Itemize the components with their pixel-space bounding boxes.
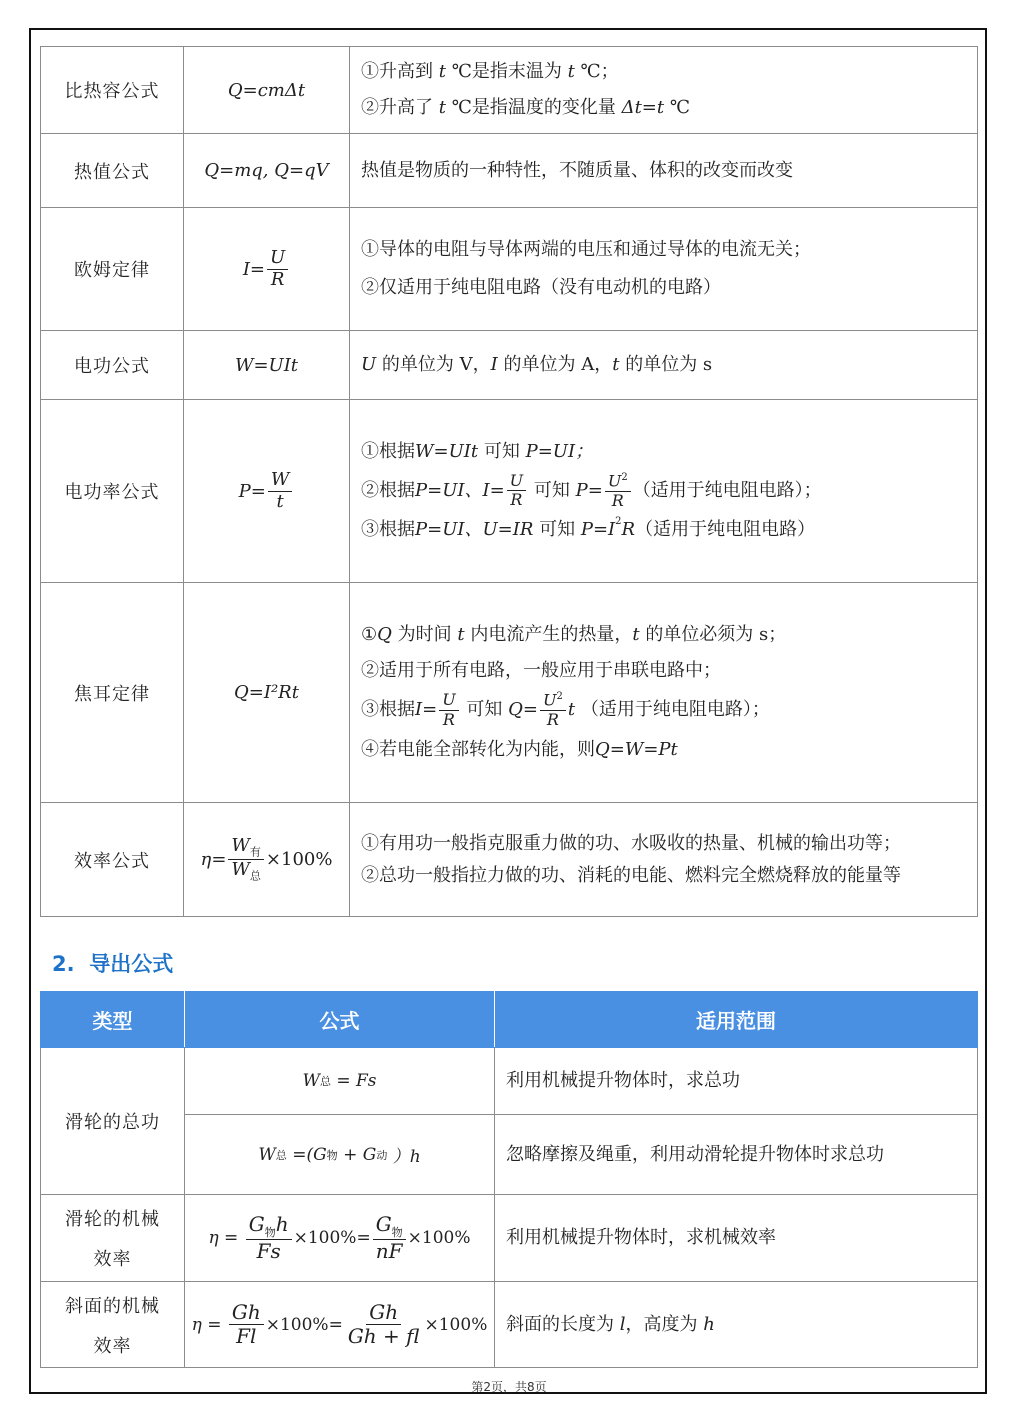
row-scope: 利用机械提升物体时，求机械效率 — [495, 1195, 978, 1282]
row-formula — [185, 1048, 495, 1115]
numerator: W — [231, 834, 250, 856]
fraction — [228, 834, 264, 883]
subscript: 总 — [275, 1148, 287, 1162]
row-name: 滑轮的总功 — [41, 1048, 185, 1195]
page-footer: 第2页，共8页 — [471, 1380, 547, 1394]
desc-text: ①根据 — [361, 440, 415, 462]
denominator: R — [442, 709, 455, 729]
desc-text: 的单位必须为 s； — [645, 624, 787, 646]
numerator: Gh — [229, 1302, 264, 1325]
row-desc: 热值是物质的一种特性，不随质量、体积的改变而改变 — [350, 134, 978, 208]
formula-lhs: η = — [208, 1227, 239, 1248]
numerator: U — [607, 470, 622, 490]
exponent: 2 — [556, 691, 563, 703]
formula-lhs: P= — [238, 480, 266, 502]
row-name: 电功率公式 — [41, 400, 184, 583]
subscript: 物 — [264, 1225, 276, 1239]
table-row — [41, 208, 978, 331]
table-row — [41, 1195, 978, 1282]
row-desc — [350, 47, 978, 134]
desc-var: U — [361, 354, 377, 375]
desc-formula: P= — [575, 479, 603, 501]
fraction — [540, 692, 566, 729]
header-scope: 适用范围 — [495, 992, 978, 1048]
formula-rhs: ×100% — [265, 849, 333, 870]
desc-text: 为时间 — [397, 624, 452, 646]
row-formula — [185, 1195, 495, 1282]
desc-text: 的单位为 s — [625, 354, 713, 375]
row-name — [41, 1195, 185, 1282]
desc-var: t — [438, 61, 446, 82]
desc-text: ④若电能全部转化为内能，则 — [361, 738, 595, 760]
row-name: 电功公式 — [41, 331, 184, 400]
row-name-line: 效率 — [93, 1335, 132, 1357]
subscript: 有 — [249, 845, 261, 859]
numerator: U — [267, 249, 288, 270]
desc-var: h — [703, 1313, 715, 1335]
desc-formula: R — [621, 519, 636, 541]
desc-text: ①导体的电阻与导体两端的电压和通过导体的电流无关； — [361, 239, 811, 260]
row-desc — [350, 208, 978, 331]
formula-lhs: η = — [191, 1314, 222, 1335]
row-scope: 利用机械提升物体时，求总功 — [495, 1048, 978, 1115]
subscript: 总 — [319, 1075, 331, 1088]
desc-var: Q — [377, 624, 392, 646]
desc-var: t — [438, 97, 446, 118]
denominator: Gh + fl — [347, 1324, 420, 1348]
fraction — [373, 1211, 406, 1264]
desc-text: ℃ — [669, 97, 691, 118]
desc-text: ②适用于所有电路，一般应用于串联电路中； — [361, 660, 721, 682]
desc-text: ②仅适用于纯电阻电路（没有电动机的电路） — [361, 277, 721, 298]
formula-part: ×100% — [407, 1227, 471, 1248]
section-heading — [52, 948, 173, 978]
row-desc — [350, 583, 978, 803]
desc-text: ①升高到 — [361, 61, 433, 82]
desc-text: 可知 — [466, 699, 503, 721]
row-name: 焦耳定律 — [41, 583, 184, 803]
fraction — [246, 1211, 292, 1264]
desc-text: 可知 — [483, 440, 520, 462]
row-name — [41, 1282, 185, 1368]
row-formula: W=UIt — [184, 331, 350, 400]
formula-part: =(G — [292, 1144, 327, 1165]
table-row — [41, 1282, 978, 1368]
numerator: h — [275, 1211, 289, 1236]
desc-formula: P=UI、U=IR — [415, 519, 534, 541]
denominator: Fs — [256, 1239, 281, 1264]
numerator: U — [543, 690, 557, 710]
desc-var: l — [619, 1313, 626, 1335]
desc-text: 可知 — [533, 479, 570, 501]
desc-text: 的单位为 V， — [381, 354, 491, 375]
desc-text: ，高度为 — [625, 1313, 698, 1335]
desc-text: （适用于纯电阻电路） — [635, 519, 816, 541]
denominator: W — [231, 859, 250, 880]
formula-lhs: η= — [200, 849, 227, 870]
desc-text: ℃是指末温为 — [451, 61, 562, 82]
table-header-row — [41, 992, 978, 1048]
desc-text: 内电流产生的热量， — [470, 624, 633, 646]
fraction — [267, 246, 288, 290]
table-row — [41, 134, 978, 208]
desc-var: t — [457, 624, 465, 646]
formula-table — [40, 46, 978, 917]
row-formula — [185, 1282, 495, 1368]
desc-formula: Q= — [508, 699, 538, 721]
row-name: 比热容公式 — [41, 47, 184, 134]
desc-text: （适用于纯电阻电路）； — [632, 479, 822, 501]
formula-part: W — [302, 1071, 320, 1091]
desc-text: ③根据 — [361, 699, 415, 721]
row-name-line: 斜面的机械 — [65, 1295, 160, 1317]
row-desc — [350, 400, 978, 583]
desc-text: （适用于纯电阻电路）； — [580, 699, 770, 721]
table-row — [41, 803, 978, 917]
desc-text: ②根据 — [361, 479, 415, 501]
subscript: 动 — [376, 1148, 388, 1162]
desc-text: 可知 — [539, 519, 576, 541]
row-scope — [495, 1282, 978, 1368]
desc-text: ②总功一般指拉力做的功、消耗的电能、燃料完全燃烧释放的能量等 — [361, 864, 901, 886]
row-formula: Q=mq, Q=qV — [184, 134, 350, 208]
row-desc — [350, 803, 978, 917]
desc-formula: P=I — [580, 519, 616, 541]
desc-formula: P=UI； — [525, 440, 594, 462]
numerator: W — [268, 471, 293, 492]
table-row — [41, 47, 978, 134]
subscript: 物 — [391, 1225, 403, 1239]
denominator: R — [546, 710, 559, 730]
desc-text: ②升高了 — [361, 97, 433, 118]
row-formula — [184, 400, 350, 583]
formula-part: W — [258, 1144, 276, 1165]
desc-text: 斜面的长度为 — [506, 1313, 614, 1335]
row-formula — [185, 1115, 495, 1195]
row-scope: 忽略摩擦及绳重，利用动滑轮提升物体时求总功 — [495, 1115, 978, 1195]
denominator: R — [270, 268, 285, 290]
row-formula: Q=I²Rt — [184, 583, 350, 803]
desc-text: ① — [361, 624, 378, 646]
denominator: t — [276, 490, 284, 512]
formula-part: + G — [343, 1144, 377, 1165]
row-desc — [350, 331, 978, 400]
row-formula: Q=cmΔt — [184, 47, 350, 134]
formula-part: ×100%= — [265, 1314, 343, 1335]
header-type: 类型 — [41, 992, 185, 1048]
exponent: 2 — [621, 471, 628, 483]
desc-text: ①有用功一般指克服重力做的功、水吸收的热量、机械的输出功等； — [361, 832, 901, 854]
desc-var: t — [612, 354, 620, 375]
header-formula: 公式 — [185, 992, 495, 1048]
table-row — [41, 583, 978, 803]
formula-part: ）h — [392, 1147, 421, 1167]
desc-formula: Q=W=Pt — [595, 738, 678, 760]
denominator: Fl — [236, 1324, 257, 1348]
desc-text: ℃； — [580, 61, 619, 82]
numerator: Gh — [366, 1302, 401, 1325]
denominator: R — [510, 490, 523, 510]
desc-formula: I= — [415, 699, 438, 721]
table-row — [41, 1048, 978, 1115]
desc-var: t — [567, 61, 575, 82]
desc-var: t — [567, 699, 576, 721]
row-formula — [184, 803, 350, 917]
numerator: G — [375, 1211, 392, 1236]
fraction — [605, 470, 631, 510]
denominator: nF — [375, 1239, 403, 1264]
desc-var: I — [490, 354, 498, 375]
fraction — [268, 468, 293, 512]
formula-part: = Fs — [336, 1071, 377, 1091]
denominator: R — [611, 490, 624, 510]
fraction — [345, 1302, 423, 1347]
numerator: G — [248, 1211, 265, 1236]
desc-formula: P=UI、I= — [415, 479, 505, 501]
row-name-line: 效率 — [93, 1249, 132, 1270]
formula-lhs: I= — [242, 258, 266, 280]
desc-var: Δt=t — [621, 97, 665, 118]
row-formula — [184, 208, 350, 331]
desc-text: ℃是指温度的变化量 — [451, 97, 616, 118]
exponent: 2 — [615, 516, 622, 528]
desc-text: ③根据 — [361, 519, 415, 541]
subscript: 总 — [249, 869, 261, 883]
numerator: U — [439, 692, 458, 711]
numerator: U — [507, 473, 526, 492]
table-row — [41, 331, 978, 400]
section-title: 导出公式 — [89, 952, 174, 976]
row-name: 欧姆定律 — [41, 208, 184, 331]
section-number: 2. — [52, 952, 75, 976]
fraction — [507, 470, 526, 510]
desc-text: 的单位为 A， — [503, 354, 613, 375]
formula-part: ×100% — [424, 1314, 488, 1335]
row-name-line: 滑轮的机械 — [65, 1209, 160, 1230]
row-name: 热值公式 — [41, 134, 184, 208]
desc-var: t — [632, 624, 640, 646]
subscript: 物 — [326, 1148, 338, 1162]
desc-formula: W=UIt — [415, 440, 479, 462]
row-name: 效率公式 — [41, 803, 184, 917]
table-row — [41, 400, 978, 583]
fraction — [229, 1302, 264, 1347]
formula-part: ×100%= — [293, 1227, 371, 1248]
fraction — [439, 692, 458, 729]
derived-formula-table — [40, 991, 978, 1368]
